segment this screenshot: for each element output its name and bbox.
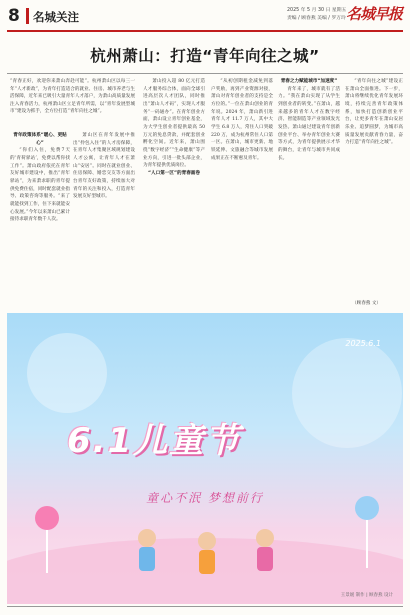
childrens-day-ad — [7, 313, 403, 604]
subheading-1: 青年政策体系“暖心、更贴心” — [13, 133, 67, 146]
page-number: 8 — [8, 6, 20, 26]
ad-title: 6.1儿童节 — [67, 421, 242, 461]
section-marker — [26, 8, 29, 24]
child-figure-icon — [256, 529, 274, 571]
ad-slogan: 童心不泯 梦想前行 — [146, 491, 264, 505]
article-column-2 — [73, 132, 135, 201]
article-headline: 杭州萧山：打造“青年向往之城” — [90, 47, 320, 65]
section-title: 名城关注 — [33, 10, 79, 24]
column-4-text: “从初创期租金减免到落户奖励，再到产业资源对接，萧山对青年创业者的支持是全方位的。”一位在萧山创业的青年说。2024 年，萧山新引进青年人才 11.7 万人，其中大学生 6.8 万人，常住人口突破 220 万，成为杭州常住人口第一区。在萧山，城市更新、地铁延伸、文旅融合等城市发展成果正在不断惠及青年。 — [211, 79, 273, 161]
article-column-4 — [211, 78, 273, 162]
article-column-3 — [143, 78, 205, 178]
column-3-text: 萧山投入超 80 亿元打造人才服务综合体，面向全球引进高层次人才团队，同时推出“萧山人才码”，实现人才服务“一码通办”。在青年创业方面，萧山设立青年创业基金，为大学生创业者提供最高 50 万元的免息贷款，并配套创业孵化空间。近年来，萧山围绕“数字经济”“生命健康”等产业方向，引进一批头部企业，为青年提供优质岗位。 — [143, 79, 205, 169]
issue-date: 2025 年 5 月 30 日 星期五 — [287, 8, 347, 13]
headline-rule — [7, 73, 403, 74]
subheading-3: 青春之力赋能城市“加速度” — [280, 79, 338, 84]
article-column-6 — [345, 78, 403, 147]
header-rule — [7, 30, 403, 32]
column-5-text: 青年来了，城市就有了活力。“我在萧山实现了从学生到创业者的转变。”在萧山，越来越多的青年人才在数字经济、智能制造等产业领域发光发热。萧山通过建设青年创新创业平台、举办青年创业大赛等方式，为青年提供展示才华的舞台，让青年与城市共同成长。 — [278, 86, 340, 161]
article-column-1 — [10, 132, 70, 224]
column-6-text: “青年向往之城”建设正在萧山全面推进。下一步，萧山将继续优化青年发展环境，持续完善青年政策体系，加快打造创新创业平台，让更多青年在萧山安居乐业、追梦圆梦，为城市高质量发展贡献青春力量，奋力打造“青年向往之城”。 — [345, 79, 403, 146]
cloud-shape — [292, 338, 402, 448]
cloud-shape — [27, 333, 107, 413]
ad-credit: 王景媛 制作 | 顾春燕 设计 — [340, 593, 393, 598]
article-column-5 — [278, 78, 340, 162]
masthead-logo: 名城早报 — [346, 5, 403, 23]
editor-credit: 责编 / 顾春燕 美编 / 罗万玲 — [287, 16, 346, 21]
footer-rule — [7, 606, 403, 607]
column-1-text: “你们入住，免费7天的‘青荷驿站’，免费以帮你找工作”。萧山政府依托在青年友好城市建设中，推出“青年驿站”，为来萧求职的青年提供免费住宿，同时配套就业指导、政策咨询等服务。“来了就能找到工作，住下来就能安心发展。”今年以来萧山已累计接待求职青年数千人次。 — [10, 148, 70, 223]
ad-date: 2025.6.1 — [345, 339, 381, 348]
child-figure-icon — [138, 529, 156, 571]
subheading-2: “人口第一区”的青春画卷 — [148, 170, 200, 176]
column-2-text: 萧山区在青年发展中推出“拎包入住”的人才房保障，在青年人才集聚区域规划建设人才公寓，让青年人才在萧山“安居”。同时在就业创业、住房保障、婚恋交友等方面出台青年友好政策，持续加大对青年的关注和投入，打造青年发展友好型城市。 — [73, 133, 135, 200]
article-intro: “青春正好，欢迎你来萧山奔赴可能”。杭州萧山区以每三一年“人才新政”，为青年打造适合的就业、住房、城市养老与生活保障，近年来已吸引大量青年人才落户，为萧山高质量发展注入青春活力，杭州萧山区立足青年所需，以“青年发展型城市”建设为抓手，全方位打造“青年向往之城”。 — [10, 79, 135, 115]
child-figure-icon — [198, 532, 216, 574]
article-author: （顾春燕 文） — [352, 301, 382, 306]
